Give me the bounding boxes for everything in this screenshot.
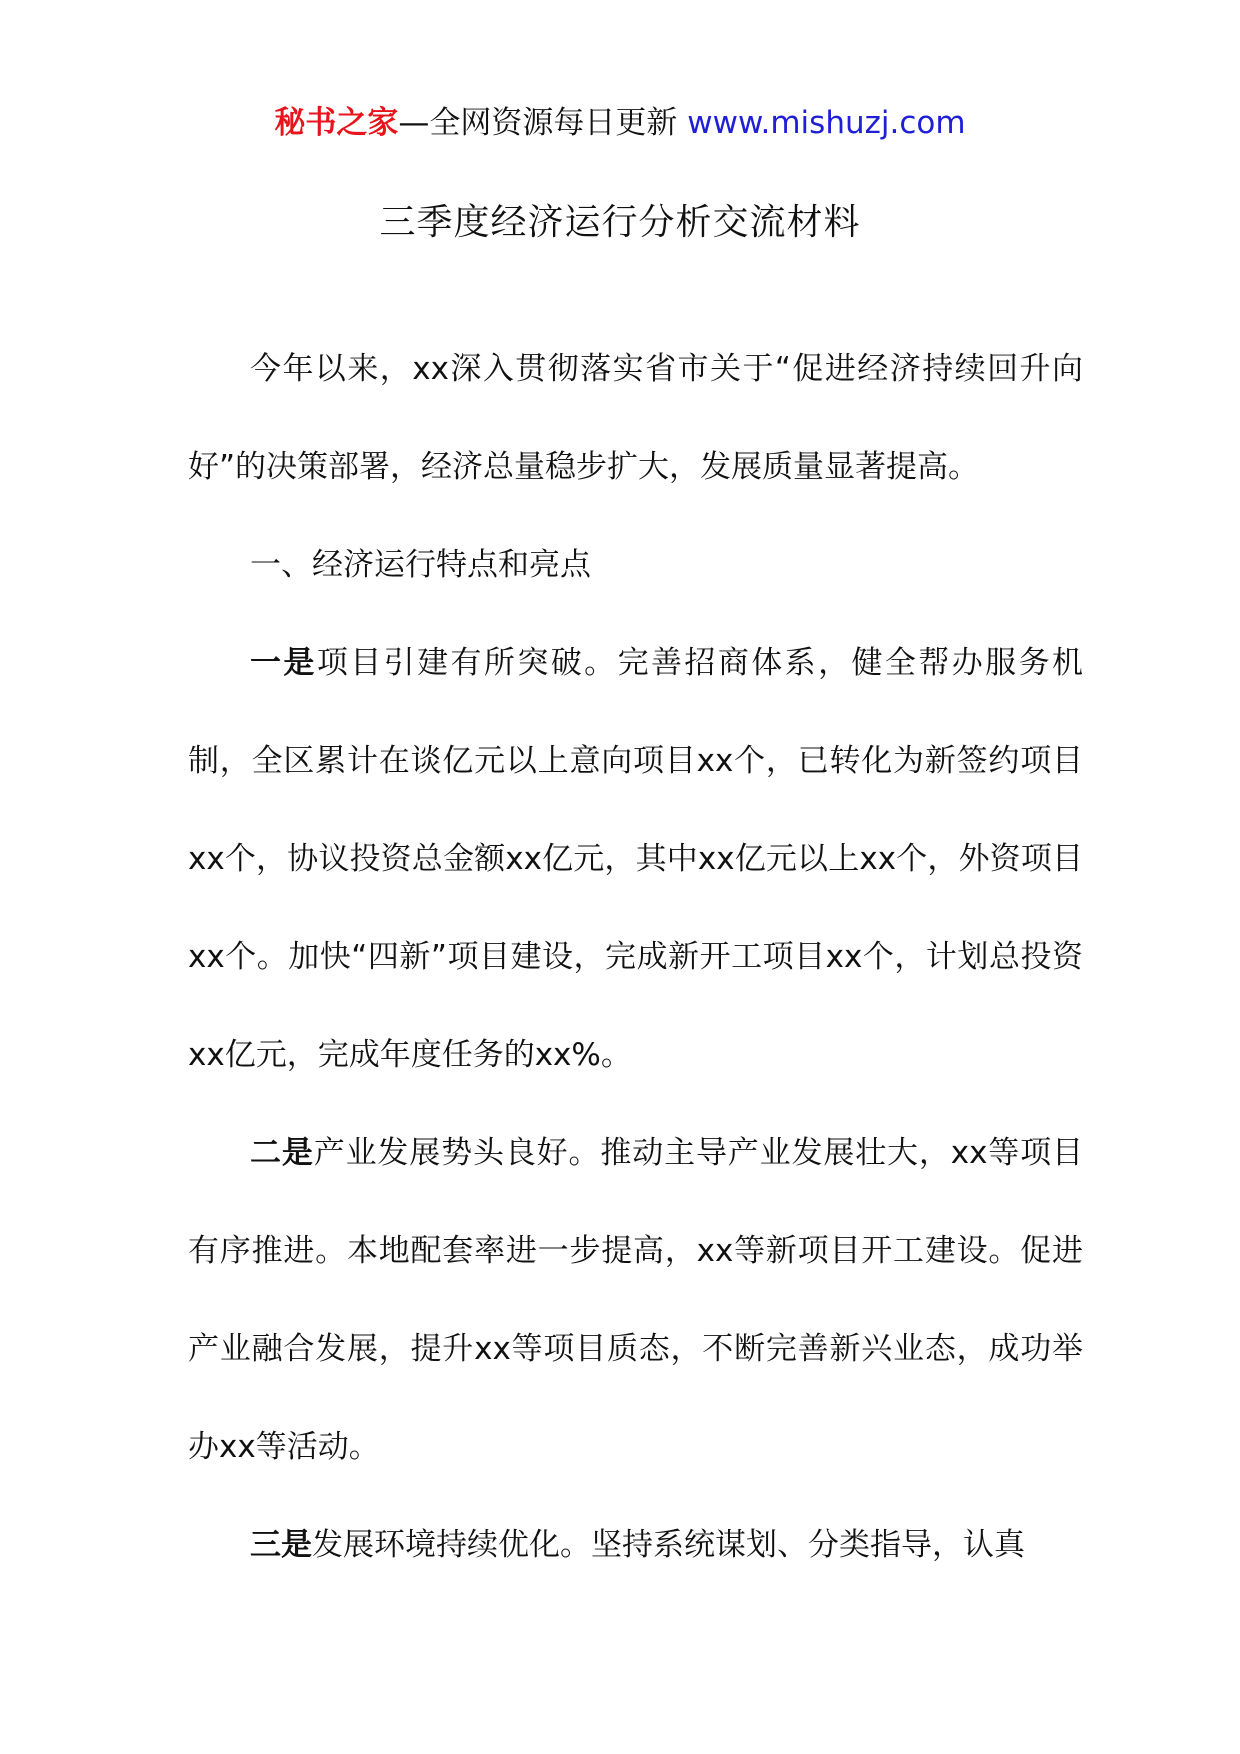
document-title: 三季度经济运行分析交流材料 bbox=[379, 202, 861, 243]
point-text-1: 项目引建有所突破。完善招商体系，健全帮办服务机制，全区累计在谈亿元以上意向项目xx个，已转化为新签约项目xx个，协议投资总金额xx亿元，其中xx亿元以上xx个，外资项目xx个。加快“四新”项目建设，完成新开工项目xx个，计划总投资xx亿元，完成年度任务的xx%。 bbox=[188, 645, 1084, 1073]
site-url-link[interactable]: www.mishuzj.com bbox=[687, 105, 966, 141]
intro-paragraph: 今年以来，xx深入贯彻落实省市关于“促进经济持续回升向好”的决策部署，经济总量稳步扩大，发展质量显著提高。 bbox=[188, 351, 1083, 485]
point-paragraph-1 bbox=[188, 614, 1083, 1104]
brand-name: 秘书之家 bbox=[274, 105, 399, 141]
point-text-3: 发展环境持续优化。坚持系统谋划、分类指导，认真 bbox=[312, 1527, 1025, 1563]
point-lead-3: 三是 bbox=[250, 1527, 312, 1563]
site-header bbox=[0, 100, 1240, 146]
point-text-2: 产业发展势头良好。推动主导产业发展壮大，xx等项目有序推进。本地配套率进一步提高，xx等新项目开工建设。促进产业融合发展，提升xx等项目质态，不断完善新兴业态，成功举办xx等活动。 bbox=[188, 1135, 1084, 1465]
point-lead-1: 一是 bbox=[250, 645, 317, 681]
section-heading: 一、经济运行特点和亮点 bbox=[250, 547, 591, 583]
point-paragraph-3 bbox=[188, 1496, 1083, 1594]
point-lead-2: 二是 bbox=[250, 1135, 314, 1171]
header-tagline: —全网资源每日更新 bbox=[398, 105, 678, 141]
point-paragraph-2 bbox=[188, 1104, 1083, 1496]
document-body bbox=[188, 320, 1083, 1594]
